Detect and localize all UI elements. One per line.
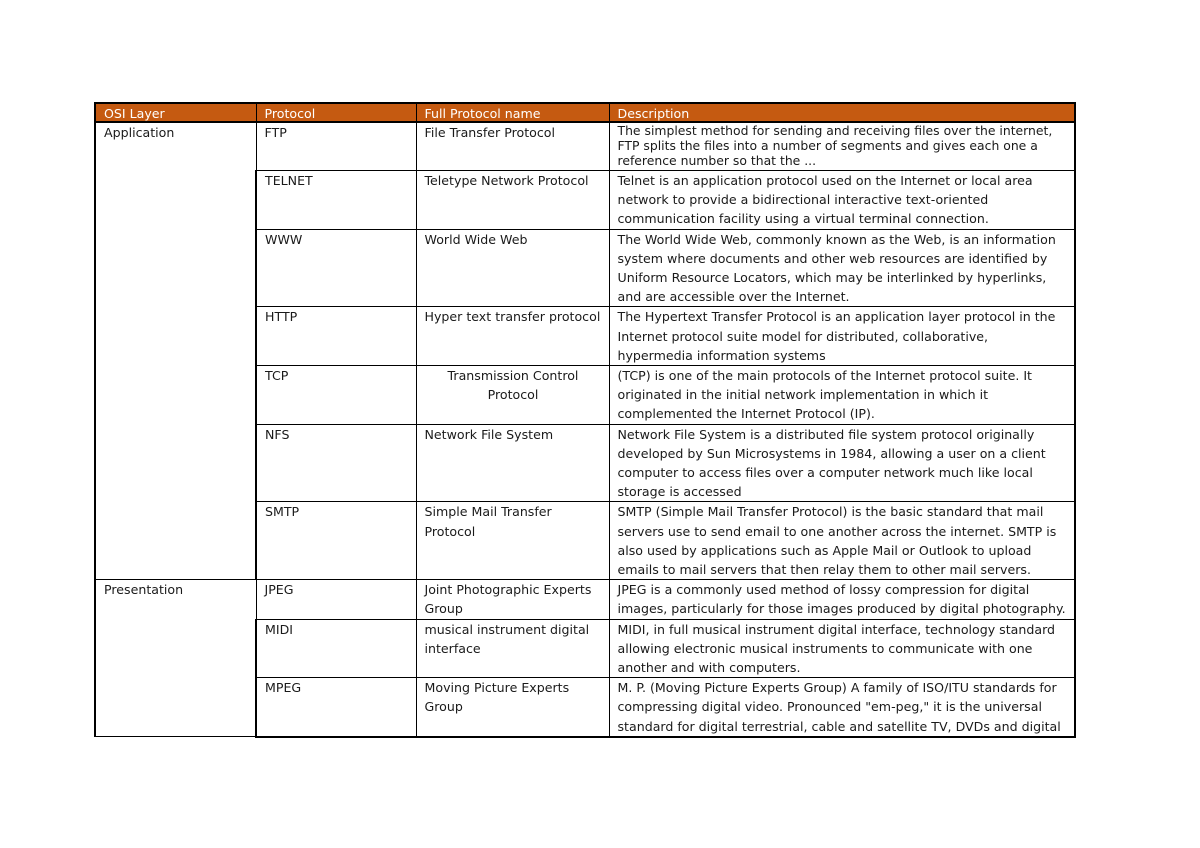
description-cell: M. P. (Moving Picture Experts Group) A family of ISO/ITU standards for compressing digital video. Pronounced "em-peg," it is the universal standard for digital terrestrial, cable and satellite TV, DVDs and digital	[609, 678, 1075, 737]
full-name-cell: Hyper text transfer protocol	[416, 307, 609, 366]
header-description: Description	[609, 103, 1075, 122]
description-cell: The simplest method for sending and receiving files over the internet, FTP splits the files into a number of segments and gives each one a reference number so that the ...	[609, 122, 1075, 171]
protocol-cell: WWW	[256, 229, 416, 307]
protocol-cell: MPEG	[256, 678, 416, 737]
protocol-cell: HTTP	[256, 307, 416, 366]
protocol-cell: SMTP	[256, 502, 416, 580]
full-name-cell: musical instrument digital interface	[416, 619, 609, 678]
description-cell: Telnet is an application protocol used on the Internet or local area network to provide a bidirectional interactive text-oriented communication facility using a virtual terminal connection.	[609, 171, 1075, 230]
full-name-cell: File Transfer Protocol	[416, 122, 609, 171]
description-cell: The Hypertext Transfer Protocol is an application layer protocol in the Internet protocol suite model for distributed, collaborative, hypermedia information systems	[609, 307, 1075, 366]
description-cell: (TCP) is one of the main protocols of the Internet protocol suite. It originated in the initial network implementation in which it complemented the Internet Protocol (IP).	[609, 366, 1075, 425]
protocol-cell: MIDI	[256, 619, 416, 678]
description-cell: SMTP (Simple Mail Transfer Protocol) is the basic standard that mail servers use to send email to one another across the internet. SMTP is also used by applications such as Apple Mail or Outlook to upload emails to mail servers that then relay them to other mail servers.	[609, 502, 1075, 580]
table-row	[95, 122, 1075, 171]
protocol-cell: JPEG	[256, 580, 416, 619]
layer-cell-application: Application	[95, 122, 256, 580]
full-name-cell: Teletype Network Protocol	[416, 171, 609, 230]
header-full-protocol-name: Full Protocol name	[416, 103, 609, 122]
description-cell: MIDI, in full musical instrument digital interface, technology standard allowing electronic musical instruments to communicate with one another and with computers.	[609, 619, 1075, 678]
protocol-cell: FTP	[256, 122, 416, 171]
osi-protocol-table	[94, 102, 1076, 738]
header-osi-layer: OSI Layer	[95, 103, 256, 122]
full-name-cell: Network File System	[416, 424, 609, 502]
header-protocol: Protocol	[256, 103, 416, 122]
table-row	[95, 580, 1075, 619]
protocol-cell: TCP	[256, 366, 416, 425]
full-name-cell: Transmission Control Protocol	[416, 366, 609, 425]
description-cell: JPEG is a commonly used method of lossy compression for digital images, particularly for those images produced by digital photography.	[609, 580, 1075, 619]
full-name-cell: World Wide Web	[416, 229, 609, 307]
full-name-cell: Joint Photographic Experts Group	[416, 580, 609, 619]
description-cell: The World Wide Web, commonly known as the Web, is an information system where documents and other web resources are identified by Uniform Resource Locators, which may be interlinked by hyperlinks, and are accessible over the Internet.	[609, 229, 1075, 307]
protocol-cell: TELNET	[256, 171, 416, 230]
description-cell: Network File System is a distributed file system protocol originally developed by Sun Microsystems in 1984, allowing a user on a client computer to access files over a computer network much like local storage is accessed	[609, 424, 1075, 502]
protocol-cell: NFS	[256, 424, 416, 502]
table-header-row	[95, 103, 1075, 122]
full-name-cell: Simple Mail Transfer Protocol	[416, 502, 609, 580]
full-name-cell: Moving Picture Experts Group	[416, 678, 609, 737]
layer-cell-presentation: Presentation	[95, 580, 256, 737]
